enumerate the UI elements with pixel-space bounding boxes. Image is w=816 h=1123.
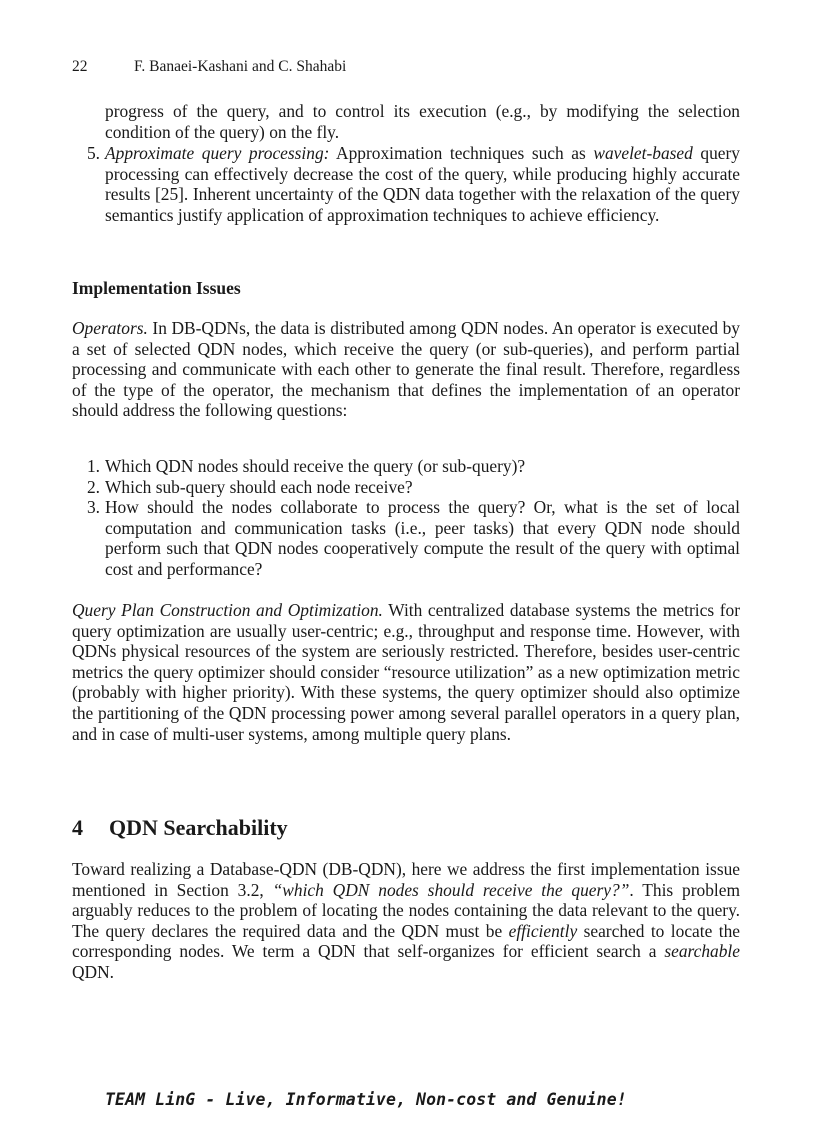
list-item-number: 5. [86,143,100,163]
section-4-paragraph: Toward realizing a Database-QDN (DB-QDN), here we address the first implementation issue mentioned in Section 3.2, “which QDN nodes should receive the query?”. This problem arguably reduces to the problem of locating the nodes containing the data relevant to the query. The query declares the required data and the QDN must be efficiently searched to locate the corresponding nodes. We term a QDN that self-organizes for efficient search a searchable QDN. [72,859,740,982]
list-item: 1. Which QDN nodes should receive the query (or sub-query)? [86,456,526,476]
list-item: 2. Which sub-query should each node receive? [86,476,413,497]
list-item: 3. How should the nodes collaborate to process the query? Or, what is the set of local computation and communication tasks (i.e., peer tasks) that every QDN node should perform such that QDN nodes cooperatively compute the result of the query with optimal cost and performance? [86,497,740,579]
list-item-5: 5. Approximate query processing: Approximation techniques such as wavelet-based query processing can effectively decrease the cost of the query, while producing highly accurate results [25]. Inherent uncertainty of the QDN data together with the relaxation of the query semantics justify application of approximation techniques to achieve efficiency. [105,143,740,225]
continued-list-item [105,101,740,142]
item-title: Approximate query processing: [105,143,330,163]
running-title: F. Banaei-Kashani and C. Shahabi [134,58,347,75]
paragraph-lead: Query Plan Construction and Optimization. [72,600,383,620]
page-number: 22 [72,58,88,75]
query-plan-paragraph: Query Plan Construction and Optimization. With centralized database systems the metrics for query optimization are usually user-centric; e.g., throughput and response time. However, with QDNs physical resources of the system are seriously restricted. Therefore, besides user-centric metrics the query optimizer should consider “resource utilization” as a new optimization metric (probably with higher priority). With these systems, the query optimizer should also optimize the partitioning of the QDN processing power among several parallel operators in a query plan, and in case of multi-user systems, among multiple query plans. [72,600,740,744]
continued-item-text: progress of the query, and to control its execution (e.g., by modifying the selection condition of the query) on the fly. [105,101,740,142]
page-footer: TEAM LinG - Live, Informative, Non-cost and Genuine! [105,1090,627,1109]
subsection-heading: Implementation Issues [72,278,241,298]
operators-paragraph: Operators. In DB-QDNs, the data is distributed among QDN nodes. An operator is executed by a set of selected QDN nodes, which receive the query (or sub-queries), and perform partial processing and communicate with each other to generate the final result. Therefore, regardless of the type of the operator, the mechanism that defines the implementation of an operator should address the following questions: [72,318,740,421]
section-title: QDN Searchability [109,815,288,840]
section-heading [72,815,288,841]
questions-list [86,456,740,580]
section-number: 4 [72,815,83,840]
paragraph-lead: Operators. [72,318,148,338]
running-header [72,58,346,76]
